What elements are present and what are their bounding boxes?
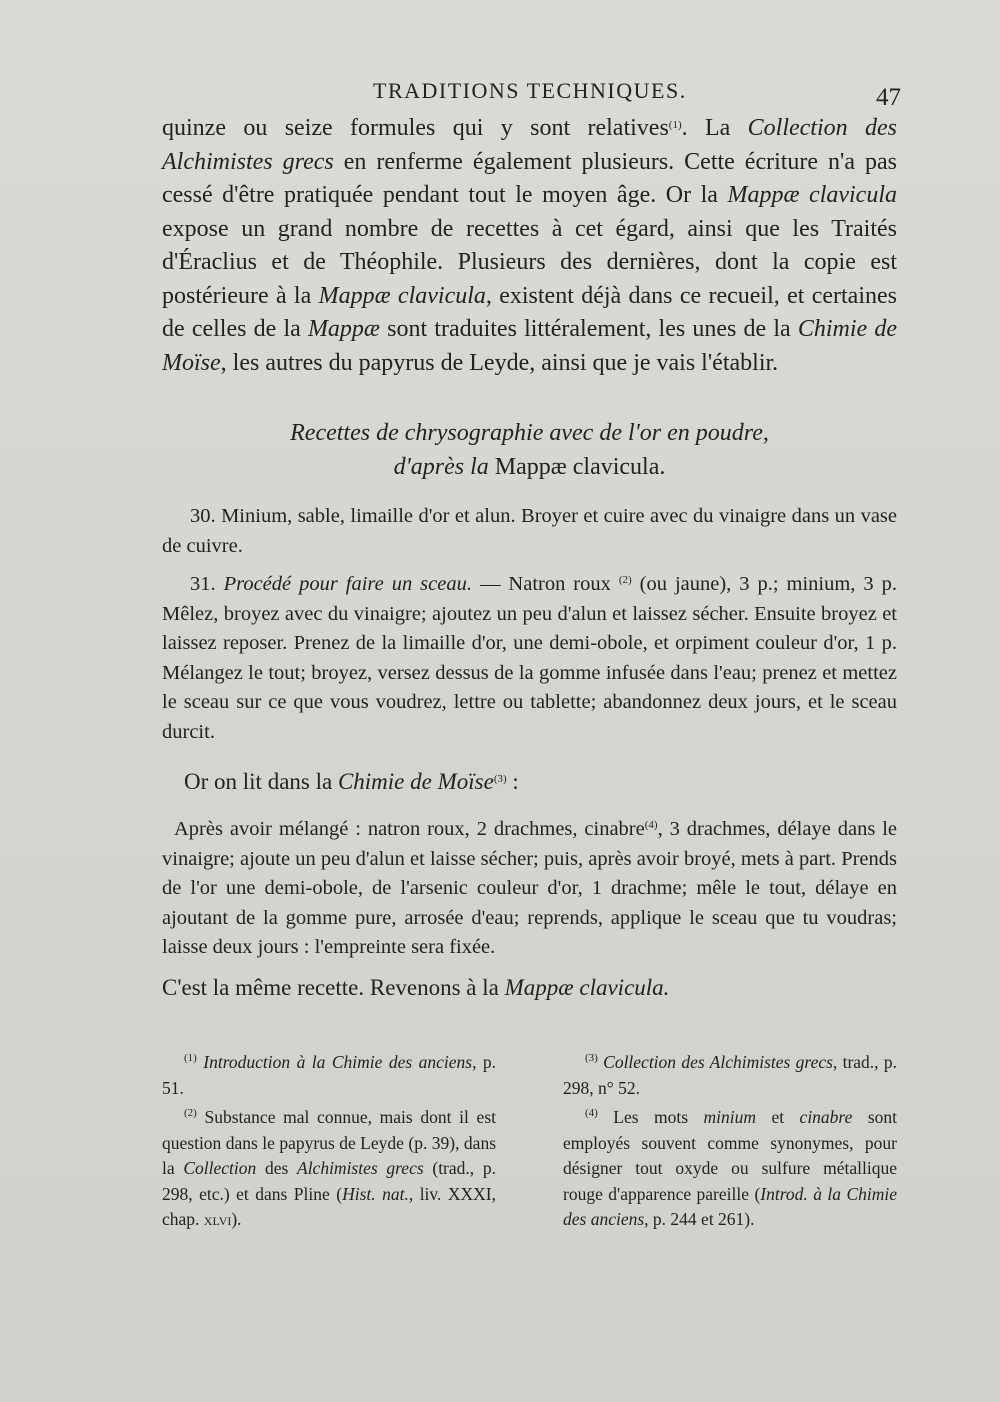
text-run: Introduction à la Chimie des anciens [203, 1052, 473, 1072]
footnote-ref: (4) [644, 819, 658, 831]
text-run: minium [703, 1107, 756, 1127]
footnote-ref: (2) [184, 1107, 197, 1119]
text-run: Mappæ [307, 316, 380, 342]
text-run: Mappæ clavicula [727, 182, 897, 208]
text-run: xlvi [203, 1209, 232, 1229]
recipe-31: 31. Procédé pour faire un sceau. — Natron roux $^{(2)}$ (ou jaune), 3 p.; minium, 3 p. Mêlez, broyez avec du vinaigre; ajoutez un peu d'alun et laissez sécher. Ensuite broyez et laissez reposer. Prenez de la limaille d'or, une demi-obole, et orpiment couleur d'or, 1 p. Mélangez le tout; broyez, versez dessus de la gomme infusée dans l'eau; prenez et mettez le sceau sur ce que vous voudrez, lettre ou tablette; abandonnez deux jours, et le sceau durcit. [162, 573, 897, 743]
section-heading-line-1 [162, 416, 897, 450]
running-head: TRADITIONS TECHNIQUES. [373, 78, 687, 103]
footnote-ref: (1) [668, 119, 682, 131]
text-run: Chimie de Moïse [337, 769, 494, 794]
footnote-2: $^{(2)}$ Substance mal connue, mais dont il est question dans le papyrus de Leyde (p. 39), dans la Collection des Alchimistes grecs (trad., p. 298, etc.) et dans Pline (Hist. nat., liv. XXXI, chap. xlvi). [162, 1107, 496, 1229]
text-run: Introd. à la Chimie des anciens [563, 1183, 897, 1229]
footnote-ref: (3) [585, 1052, 598, 1064]
page-number: 47 [876, 84, 901, 111]
text-run: Collection [183, 1158, 257, 1178]
section-heading [162, 416, 897, 484]
footnotes-left-column [162, 1050, 496, 1233]
footnote-ref: (2) [618, 574, 632, 586]
closing-line: C'est la même recette. Revenons à la Mappæ clavicula. [162, 974, 670, 1000]
section-heading-line-2: d'après la Mappæ clavicula. [393, 454, 666, 480]
moise-subheading: Or on lit dans la Chimie de Moïse$^{(3)}$ : [184, 769, 519, 794]
footnote-4: $^{(4)}$ Les mots minium et cinabre sont employés souvent comme synonymes, pour désigner tout oxyde ou sulfure métallique rouge d'apparence pareille (Introd. à la Chimie des anciens, p. 244 et 261). [563, 1107, 897, 1229]
text-run: Recettes de chrysographie avec de l'or en poudre, [290, 420, 769, 446]
text-run: Collection des Alchimistes grecs [603, 1052, 833, 1072]
footnote-1: $^{(1)}$ Introduction à la Chimie des anciens, p. 51. [162, 1052, 497, 1098]
text-run: d'après la [393, 454, 489, 480]
recipe-30: 30. Minium, sable, limaille d'or et alun. Broyer et cuire avec du vinaigre dans un vase de cuivre. [162, 505, 897, 557]
text-run: cinabre [799, 1107, 853, 1127]
footnote-ref: (3) [493, 773, 507, 785]
main-text [162, 112, 897, 1001]
text-run: Mappæ clavicula. [504, 974, 670, 1000]
page-header [0, 78, 1000, 111]
footnote-ref: (1) [184, 1052, 197, 1064]
footnote-3: $^{(3)}$ Collection des Alchimistes grecs, trad., p. 298, n° 52. [563, 1052, 897, 1098]
text-run: Collection des Alchimistes grecs [162, 115, 897, 175]
footnote-ref: (4) [585, 1107, 598, 1119]
text-run: Hist. nat. [342, 1183, 409, 1204]
text-run: Alchimistes grecs [297, 1158, 424, 1178]
moise-quote: Après avoir mélangé : natron roux, 2 drachmes, cinabre$^{(4)}$, 3 drachmes, délaye dans le vinaigre; ajoute un peu d'alun et laisse sécher; puis, après avoir broyé, mets à part. Prends de l'or une demi-obole, de l'arsenic couleur d'or, 1 drachme; mêle le tout, délaye en ajoutant de la gomme pure, arrosée d'eau; reprends, applique le sceau que tu voudras; laisse deux jours : l'empreinte sera fixée. [162, 818, 897, 958]
footnotes-right-column [563, 1050, 897, 1233]
text-run: Chimie de Moïse [162, 316, 897, 376]
text-run: Mappæ clavicula [318, 282, 486, 309]
text-run: Procédé pour faire un sceau. [223, 573, 472, 595]
intro-paragraph: quinze ou seize formules qui y sont relatives$^{(1)}$. La Collection des Alchimistes grecs en renferme également plusieurs. Cette écriture n'a pas cessé d'être pratiquée pendant tout le moyen âge. Or la Mappæ clavicula expose un grand nombre de recettes à cet égard, ainsi que les Traités d'Éraclius et de Théophile. Plusieurs des dernières, dont la copie est postérieure à la Mappæ clavicula, existent déjà dans ce recueil, et certaines de celles de la Mappæ sont traduites littéralement, les unes de la Chimie de Moïse, les autres du papyrus de Leyde, ainsi que je vais l'établir. [162, 115, 898, 376]
footnotes [162, 1050, 897, 1233]
